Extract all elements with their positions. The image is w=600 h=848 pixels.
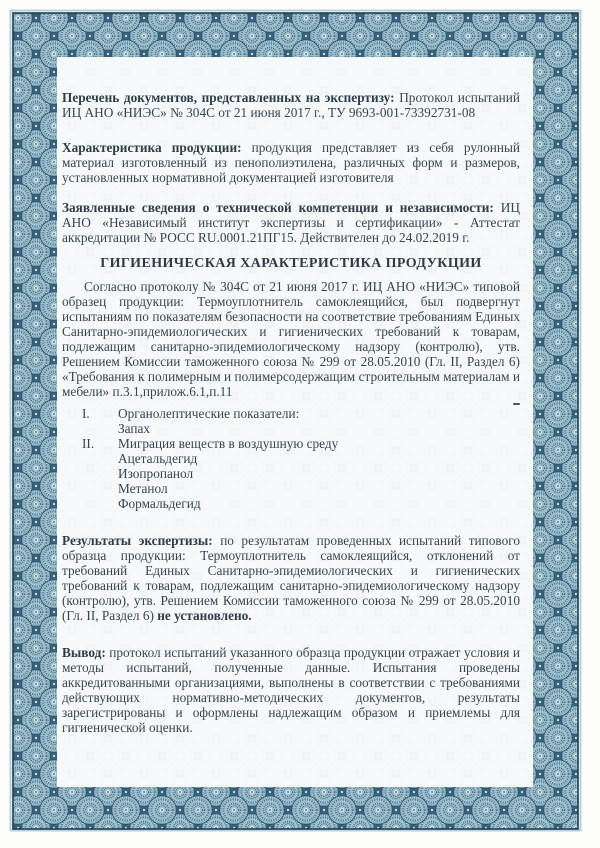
list-item [62,421,520,436]
conclusion-paragraph: Вывод: протокол испытаний указанного образца продукции отражает условия и методы испытаний, полученные данные. Испытания проведены аккредитованными организациями, выполнены в соответствии с требованиями действующих нормативно-методических документов, результаты зарегистрированы и оформлены надлежащим образом и приемлемы для гигиенической оценки. [62,645,520,735]
scan-artifact-dash [513,403,520,405]
product-description-paragraph: Характеристика продукции: продукция представляет из себя рулонный материал изготовленный из пенополиэтилена, различных форм и размеров, установленных нормативной документацией изготовителя [62,140,520,185]
results-paragraph: Результаты экспертизы: по результатам проведенных испытаний типового образца продукции: Термоуплотнитель самоклеящийся, отклонений от требований Единых Санитарно-эпидемиологических и гигиенических требований к товарам, подлежащим санитарно-эпидемиологическому надзору (контролю), утв. Решением Комиссии таможенного союза № 299 от 28.05.2010 (Гл. II, Раздел 6) не установлено. [62,533,521,623]
list-item [62,496,520,511]
list-item-title: Органолептические показатели: [118,406,300,421]
list-item-value: Запах [118,421,151,436]
list-item-value: Метанол [118,481,168,496]
document-body [62,90,520,735]
list-item [62,436,520,451]
documents-paragraph: Перечень документов, представленных на экспертизу: Протокол испытаний ИЦ АНО «НИЭС» № 304С от 21 июня 2017 г., ТУ 9693-001-73392731-08 [62,90,520,120]
list-item-title: Миграция веществ в воздушную среду [118,436,339,451]
section-heading: ГИГИЕНИЧЕСКАЯ ХАРАКТЕРИСТИКА ПРОДУКЦИИ [100,256,482,271]
list-numeral: II. [82,436,95,451]
list-item [62,466,520,481]
list-item [62,481,520,496]
indicators-list [62,406,520,511]
list-item [62,451,520,466]
list-item [62,406,520,421]
list-item-value: Ацетальдегид [118,451,198,466]
list-numeral: I. [82,406,90,421]
list-item-value: Изопропанол [118,466,194,481]
list-item-value: Формальдегид [118,496,201,511]
protocol-paragraph: Согласно протоколу № 304С от 21 июня 2017 г. ИЦ АНО «НИЭС» типовой образец продукции: Термоуплотнитель самоклеящийся, был подвергнут испытаниям по показателям безопасности на соответствие требованиям Единых Санитарно-эпидемиологических и гигиенических требований к товарам, подлежащим санитарно-эпидемиологическому надзору (контролю), утв. Решением Комиссии таможенного союза № 299 от 28.05.2010 (Гл. II, Раздел 6) «Требования к полимерным и полимерсодержащим строительным материалам и мебели» п.3.1,прилож.6.1,п.11 [62,279,520,399]
competence-paragraph: Заявленные сведения о технической компетенции и независимости: ИЦ АНО «Независимый институт экспертизы и сертификации» - Аттестат аккредитации № РОСС RU.0001.21ПГ15. Действителен до 24.02.2019 г. [62,200,520,245]
